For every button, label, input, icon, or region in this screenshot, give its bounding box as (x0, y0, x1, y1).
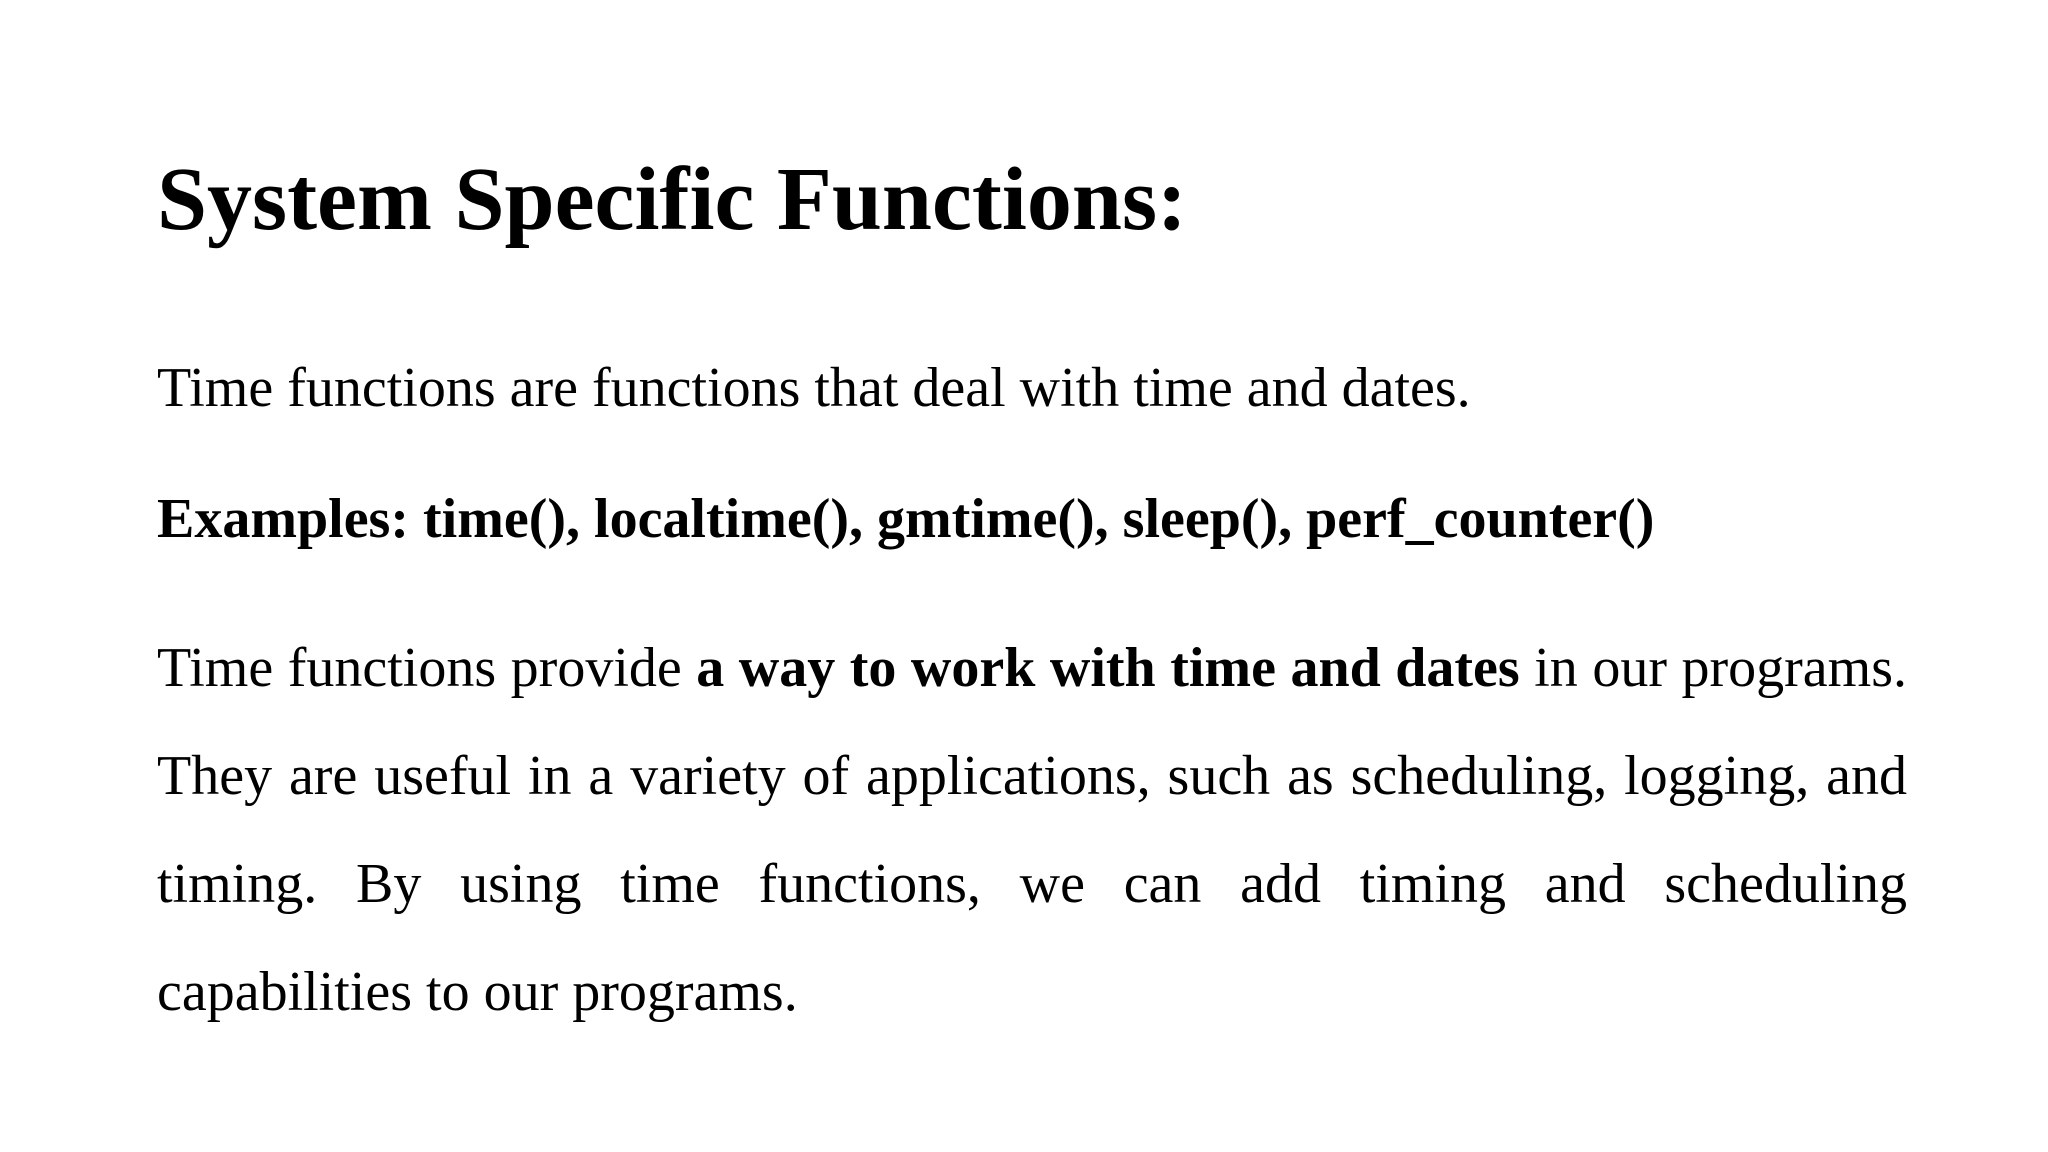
slide-title: System Specific Functions: (157, 150, 1187, 249)
paragraph-emphasis: a way to work with time and dates (696, 637, 1520, 699)
paragraph-rest: in our programs. They are useful in a variety of applications, such as scheduling, logging, and timing. By using time functions, we can add timing and scheduling capabilities to our programs. (157, 637, 1908, 1023)
body-paragraph (157, 614, 1907, 1046)
intro-text: Time functions are functions that deal with time and dates. (157, 357, 1471, 419)
examples-text: Examples: time(), localtime(), gmtime(), sleep(), perf_counter() (157, 488, 1655, 550)
paragraph-lead: Time functions provide (157, 637, 697, 699)
